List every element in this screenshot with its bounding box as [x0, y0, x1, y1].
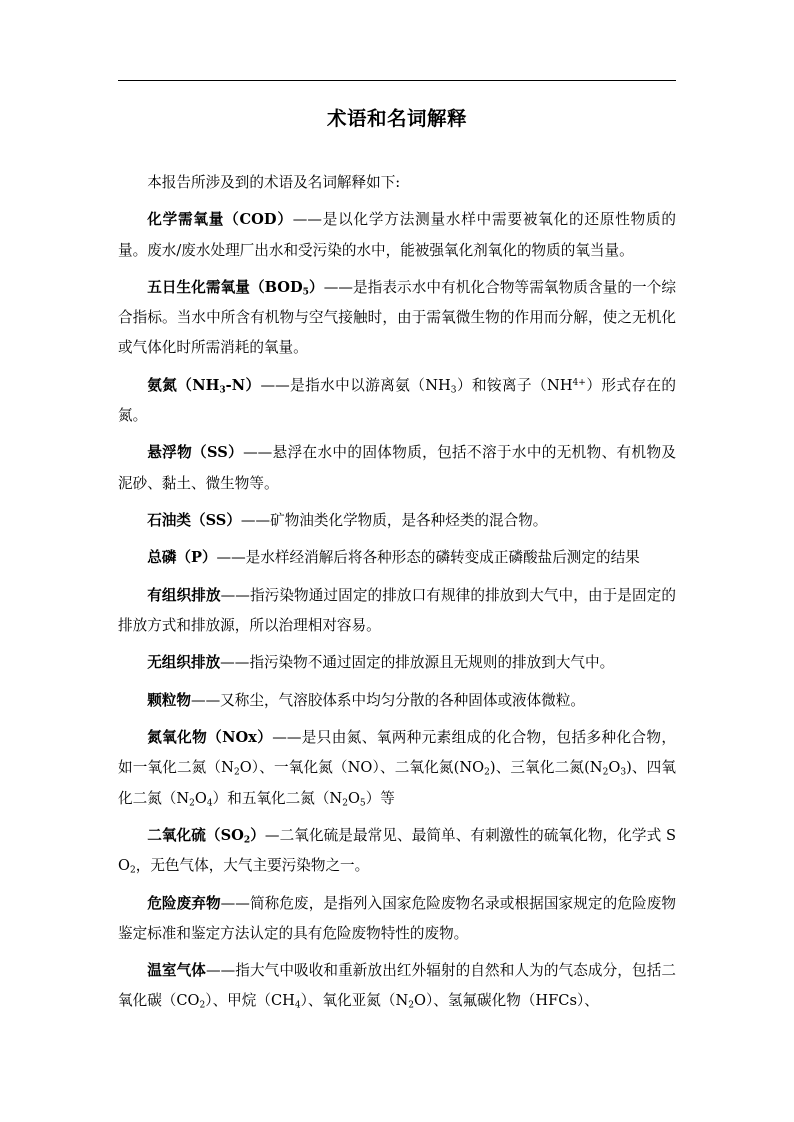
definition-hazardous-waste: ——简称危废，是指列入国家危险废物名录或根据国家规定的危险废物鉴定标准和鉴定方法认定的具有危险废物特性的废物。 — [118, 894, 676, 942]
term-particulate: 颗粒物 — [147, 691, 191, 709]
definition-greenhouse-gas: ——指大气中吸收和重新放出红外辐射的自然和人为的气态成分，包括二氧化碳$(CO_2)$、甲烷$(CH_4)$、氧化亚氮$(N_2O)$、氢氟碳化物（HFCs）、 — [118, 962, 676, 1012]
term-greenhouse-gas: 温室气体 — [147, 962, 206, 980]
term-so2: 二氧化硫$(SO_2)$ — [147, 826, 265, 846]
definition-particulate: ——又称尘，气溶胶体系中均匀分散的各种固体或液体微粒。 — [190, 691, 586, 709]
document-body — [118, 168, 676, 1017]
term-unorganized-emission: 无组织排放 — [147, 654, 221, 672]
entry-greenhouse-gas — [118, 956, 676, 1016]
entry-organized-emission — [118, 581, 676, 641]
definition-organized-emission: ——指污染物通过固定的排放口有规律的排放到大气中，由于是固定的排放方式和排放源，所以治理相对容易。 — [118, 586, 676, 634]
term-nox: 氮氧化物（NOx） — [147, 729, 273, 747]
entry-oil — [118, 506, 676, 536]
term-hazardous-waste: 危险废弃物 — [147, 894, 221, 912]
page-title: 术语和名词解释 — [326, 107, 467, 130]
definition-nh3n: ——是指水中以游离氨$(NH_3)$和铵离子$(NH^{4+})$形式存在的氮。 — [118, 376, 676, 424]
term-organized-emission: 有组织排放 — [147, 586, 221, 604]
term-ss: 悬浮物（SS） — [147, 444, 244, 462]
entry-tp — [118, 543, 676, 573]
entry-nox — [118, 723, 676, 814]
term-tp: 总磷（P） — [147, 549, 217, 567]
definition-cod: ——是以化学方法测量水样中需要被氧化的还原性物质的量。废水/废水处理厂出水和受污染的水中，能被强氧化剂氧化的物质的氧当量。 — [118, 211, 676, 259]
definition-tp: ——是水样经消解后将各种形态的磷转变成正磷酸盐后测定的结果 — [216, 549, 640, 567]
intro-paragraph: 本报告所涉及到的术语及名词解释如下: — [147, 174, 401, 191]
entry-hazardous-waste — [118, 889, 676, 949]
entry-bod — [118, 273, 676, 364]
entry-unorganized-emission — [118, 648, 676, 678]
term-bod: 五日生化需氧量$(BOD_5)$ — [147, 278, 324, 298]
entry-cod — [118, 205, 676, 265]
definition-ss: ——悬浮在水中的固体物质，包括不溶于水中的无机物、有机物及泥砂、黏土、微生物等。 — [118, 444, 676, 492]
entry-particulate — [118, 686, 676, 716]
term-oil: 石油类（SS） — [147, 511, 241, 529]
header-rule — [118, 80, 676, 81]
term-cod: 化学需氧量（COD） — [147, 211, 293, 229]
definition-so2: —二氧化硫是最常见、最简单、有刺激性的硫氧化物，化学式 $SO_2$，无色气体，大气主要污染物之一。 — [118, 826, 676, 876]
definition-bod: ——是指表示水中有机化合物等需氧物质含量的一个综合指标。当水中所含有机物与空气接触时，由于需氧微生物的作用而分解，使之无机化或气体化时所需消耗的氧量。 — [118, 278, 676, 357]
term-nh3n: 氨氮$(NH_3-N)$ — [147, 376, 261, 396]
definition-nox: ——是只由氮、氧两种元素组成的化合物，包括多种化合物，如一氧化二氮$(N_2O)$、一氧化氮（NO）、二氧化氮$(NO_2)$、三氧化二氮$(N_2O_3)$、四氧化二氮$(N_2O_4)$和五氧化二氮$(N_2O_5)$等 — [118, 729, 676, 809]
entry-so2 — [118, 821, 676, 881]
entry-nh3n — [118, 371, 676, 431]
entry-ss — [118, 438, 676, 498]
definition-oil: ——矿物油类化学物质，是各种烃类的混合物。 — [240, 511, 548, 529]
definition-unorganized-emission: ——指污染物不通过固定的排放源且无规则的排放到大气中。 — [220, 654, 615, 672]
